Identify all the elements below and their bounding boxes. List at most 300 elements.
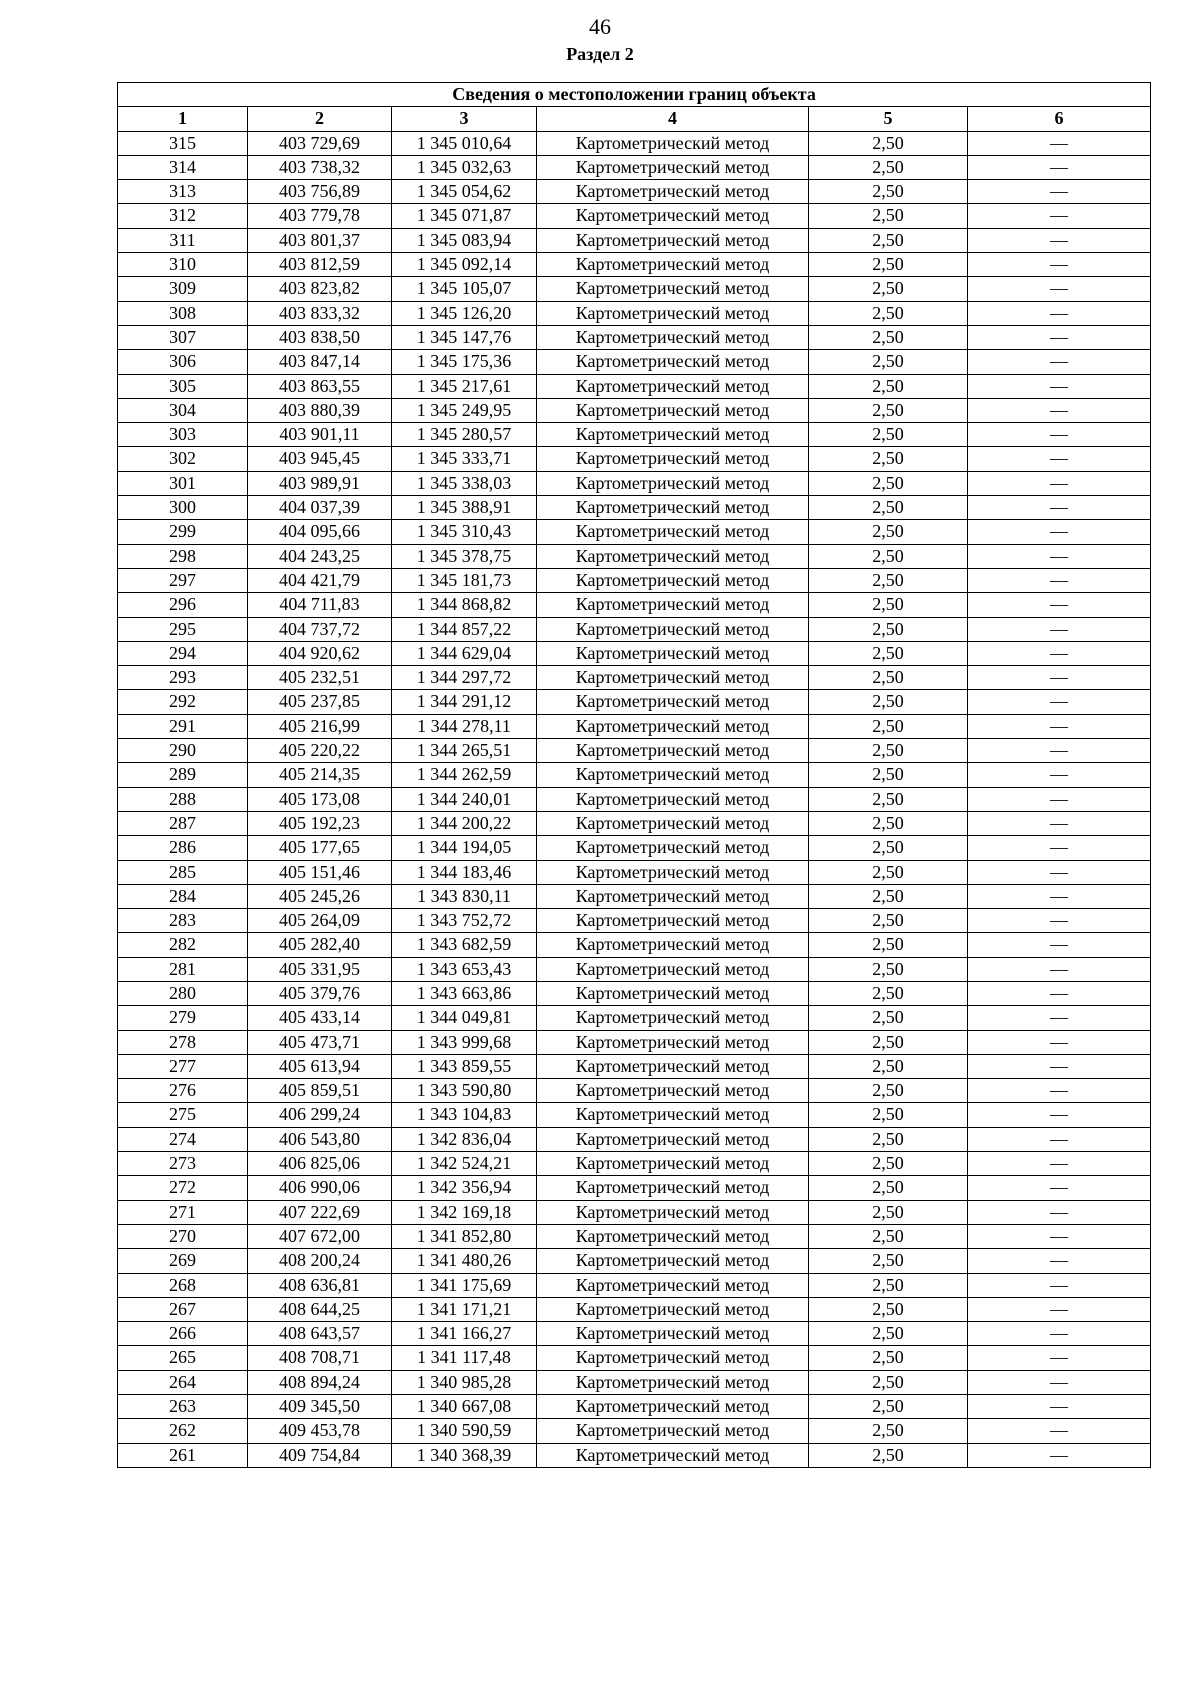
x-coordinate-cell: 405 282,40 <box>248 933 392 957</box>
table-caption-row <box>118 83 1151 107</box>
y-coordinate-cell: 1 344 629,04 <box>392 641 537 665</box>
point-number-cell: 304 <box>118 398 248 422</box>
table-row <box>118 690 1151 714</box>
table-row <box>118 131 1151 155</box>
accuracy-cell: 2,50 <box>809 277 968 301</box>
accuracy-cell: 2,50 <box>809 933 968 957</box>
y-coordinate-cell: 1 344 278,11 <box>392 714 537 738</box>
x-coordinate-cell: 408 200,24 <box>248 1249 392 1273</box>
note-cell: — <box>968 301 1151 325</box>
method-cell: Картометрический метод <box>537 1249 809 1273</box>
accuracy-cell: 2,50 <box>809 1006 968 1030</box>
table-row <box>118 933 1151 957</box>
note-cell: — <box>968 787 1151 811</box>
table-row <box>118 253 1151 277</box>
table-row <box>118 155 1151 179</box>
accuracy-cell: 2,50 <box>809 617 968 641</box>
y-coordinate-cell: 1 345 147,76 <box>392 325 537 349</box>
y-coordinate-cell: 1 345 032,63 <box>392 155 537 179</box>
method-cell: Картометрический метод <box>537 1079 809 1103</box>
accuracy-cell: 2,50 <box>809 714 968 738</box>
y-coordinate-cell: 1 345 083,94 <box>392 228 537 252</box>
table-row <box>118 423 1151 447</box>
x-coordinate-cell: 403 801,37 <box>248 228 392 252</box>
section-title: Раздел 2 <box>566 44 634 64</box>
note-cell: — <box>968 1370 1151 1394</box>
note-cell: — <box>968 1079 1151 1103</box>
method-cell: Картометрический метод <box>537 1103 809 1127</box>
y-coordinate-cell: 1 345 333,71 <box>392 447 537 471</box>
x-coordinate-cell: 403 812,59 <box>248 253 392 277</box>
accuracy-cell: 2,50 <box>809 763 968 787</box>
method-cell: Картометрический метод <box>537 131 809 155</box>
note-cell: — <box>968 180 1151 204</box>
note-cell: — <box>968 593 1151 617</box>
y-coordinate-cell: 1 345 105,07 <box>392 277 537 301</box>
note-cell: — <box>968 1030 1151 1054</box>
x-coordinate-cell: 409 345,50 <box>248 1395 392 1419</box>
accuracy-cell: 2,50 <box>809 836 968 860</box>
table-row <box>118 739 1151 763</box>
method-cell: Картометрический метод <box>537 957 809 981</box>
accuracy-cell: 2,50 <box>809 228 968 252</box>
point-number-cell: 265 <box>118 1346 248 1370</box>
method-cell: Картометрический метод <box>537 544 809 568</box>
x-coordinate-cell: 404 920,62 <box>248 641 392 665</box>
note-cell: — <box>968 374 1151 398</box>
y-coordinate-cell: 1 345 092,14 <box>392 253 537 277</box>
table-row <box>118 1200 1151 1224</box>
method-cell: Картометрический метод <box>537 787 809 811</box>
accuracy-cell: 2,50 <box>809 1395 968 1419</box>
method-cell: Картометрический метод <box>537 1006 809 1030</box>
note-cell: — <box>968 423 1151 447</box>
accuracy-cell: 2,50 <box>809 1346 968 1370</box>
accuracy-cell: 2,50 <box>809 204 968 228</box>
point-number-cell: 262 <box>118 1419 248 1443</box>
accuracy-cell: 2,50 <box>809 1103 968 1127</box>
x-coordinate-cell: 405 173,08 <box>248 787 392 811</box>
x-coordinate-cell: 406 825,06 <box>248 1152 392 1176</box>
point-number-cell: 300 <box>118 496 248 520</box>
note-cell: — <box>968 471 1151 495</box>
table-row <box>118 180 1151 204</box>
column-header: 5 <box>809 107 968 131</box>
x-coordinate-cell: 404 243,25 <box>248 544 392 568</box>
y-coordinate-cell: 1 344 262,59 <box>392 763 537 787</box>
method-cell: Картометрический метод <box>537 1224 809 1248</box>
accuracy-cell: 2,50 <box>809 884 968 908</box>
point-number-cell: 299 <box>118 520 248 544</box>
method-cell: Картометрический метод <box>537 180 809 204</box>
method-cell: Картометрический метод <box>537 374 809 398</box>
note-cell: — <box>968 739 1151 763</box>
x-coordinate-cell: 406 299,24 <box>248 1103 392 1127</box>
accuracy-cell: 2,50 <box>809 1419 968 1443</box>
note-cell: — <box>968 957 1151 981</box>
table-row <box>118 811 1151 835</box>
point-number-cell: 294 <box>118 641 248 665</box>
x-coordinate-cell: 404 737,72 <box>248 617 392 641</box>
method-cell: Картометрический метод <box>537 884 809 908</box>
table-row <box>118 1030 1151 1054</box>
note-cell: — <box>968 496 1151 520</box>
accuracy-cell: 2,50 <box>809 253 968 277</box>
method-cell: Картометрический метод <box>537 763 809 787</box>
accuracy-cell: 2,50 <box>809 301 968 325</box>
x-coordinate-cell: 405 177,65 <box>248 836 392 860</box>
point-number-cell: 272 <box>118 1176 248 1200</box>
x-coordinate-cell: 403 847,14 <box>248 350 392 374</box>
x-coordinate-cell: 403 880,39 <box>248 398 392 422</box>
note-cell: — <box>968 1346 1151 1370</box>
accuracy-cell: 2,50 <box>809 155 968 179</box>
accuracy-cell: 2,50 <box>809 1079 968 1103</box>
point-number-cell: 281 <box>118 957 248 981</box>
point-number-cell: 269 <box>118 1249 248 1273</box>
table-body <box>118 131 1151 1467</box>
accuracy-cell: 2,50 <box>809 1176 968 1200</box>
y-coordinate-cell: 1 343 859,55 <box>392 1054 537 1078</box>
method-cell: Картометрический метод <box>537 520 809 544</box>
point-number-cell: 263 <box>118 1395 248 1419</box>
accuracy-cell: 2,50 <box>809 520 968 544</box>
x-coordinate-cell: 404 095,66 <box>248 520 392 544</box>
point-number-cell: 268 <box>118 1273 248 1297</box>
method-cell: Картометрический метод <box>537 714 809 738</box>
point-number-cell: 290 <box>118 739 248 763</box>
note-cell: — <box>968 836 1151 860</box>
method-cell: Картометрический метод <box>537 447 809 471</box>
point-number-cell: 288 <box>118 787 248 811</box>
accuracy-cell: 2,50 <box>809 787 968 811</box>
method-cell: Картометрический метод <box>537 423 809 447</box>
method-cell: Картометрический метод <box>537 471 809 495</box>
accuracy-cell: 2,50 <box>809 496 968 520</box>
method-cell: Картометрический метод <box>537 641 809 665</box>
x-coordinate-cell: 408 708,71 <box>248 1346 392 1370</box>
note-cell: — <box>968 909 1151 933</box>
note-cell: — <box>968 1054 1151 1078</box>
note-cell: — <box>968 1127 1151 1151</box>
table-row <box>118 1443 1151 1467</box>
x-coordinate-cell: 403 779,78 <box>248 204 392 228</box>
y-coordinate-cell: 1 341 166,27 <box>392 1322 537 1346</box>
table-row <box>118 1176 1151 1200</box>
method-cell: Картометрический метод <box>537 593 809 617</box>
x-coordinate-cell: 405 216,99 <box>248 714 392 738</box>
table-row <box>118 1346 1151 1370</box>
table-row <box>118 374 1151 398</box>
table-row <box>118 1370 1151 1394</box>
note-cell: — <box>968 398 1151 422</box>
method-cell: Картометрический метод <box>537 1030 809 1054</box>
note-cell: — <box>968 155 1151 179</box>
x-coordinate-cell: 407 672,00 <box>248 1224 392 1248</box>
point-number-cell: 267 <box>118 1297 248 1321</box>
x-coordinate-cell: 405 245,26 <box>248 884 392 908</box>
table-row <box>118 1224 1151 1248</box>
note-cell: — <box>968 1297 1151 1321</box>
method-cell: Картометрический метод <box>537 1346 809 1370</box>
method-cell: Картометрический метод <box>537 617 809 641</box>
point-number-cell: 283 <box>118 909 248 933</box>
point-number-cell: 315 <box>118 131 248 155</box>
note-cell: — <box>968 1200 1151 1224</box>
x-coordinate-cell: 405 151,46 <box>248 860 392 884</box>
accuracy-cell: 2,50 <box>809 350 968 374</box>
point-number-cell: 276 <box>118 1079 248 1103</box>
table-row <box>118 1054 1151 1078</box>
column-header: 6 <box>968 107 1151 131</box>
method-cell: Картометрический метод <box>537 568 809 592</box>
y-coordinate-cell: 1 343 663,86 <box>392 981 537 1005</box>
table-row <box>118 350 1151 374</box>
table-row <box>118 398 1151 422</box>
accuracy-cell: 2,50 <box>809 666 968 690</box>
table-row <box>118 1006 1151 1030</box>
table-row <box>118 1273 1151 1297</box>
x-coordinate-cell: 405 859,51 <box>248 1079 392 1103</box>
point-number-cell: 274 <box>118 1127 248 1151</box>
note-cell: — <box>968 228 1151 252</box>
accuracy-cell: 2,50 <box>809 641 968 665</box>
x-coordinate-cell: 403 863,55 <box>248 374 392 398</box>
method-cell: Картометрический метод <box>537 1176 809 1200</box>
x-coordinate-cell: 403 989,91 <box>248 471 392 495</box>
point-number-cell: 279 <box>118 1006 248 1030</box>
y-coordinate-cell: 1 342 836,04 <box>392 1127 537 1151</box>
note-cell: — <box>968 981 1151 1005</box>
note-cell: — <box>968 1224 1151 1248</box>
y-coordinate-cell: 1 342 356,94 <box>392 1176 537 1200</box>
y-coordinate-cell: 1 343 590,80 <box>392 1079 537 1103</box>
x-coordinate-cell: 406 543,80 <box>248 1127 392 1151</box>
table-row <box>118 763 1151 787</box>
column-header: 1 <box>118 107 248 131</box>
method-cell: Картометрический метод <box>537 228 809 252</box>
y-coordinate-cell: 1 343 653,43 <box>392 957 537 981</box>
x-coordinate-cell: 405 264,09 <box>248 909 392 933</box>
accuracy-cell: 2,50 <box>809 1297 968 1321</box>
method-cell: Картометрический метод <box>537 204 809 228</box>
method-cell: Картометрический метод <box>537 933 809 957</box>
y-coordinate-cell: 1 343 830,11 <box>392 884 537 908</box>
note-cell: — <box>968 350 1151 374</box>
method-cell: Картометрический метод <box>537 1127 809 1151</box>
y-coordinate-cell: 1 344 265,51 <box>392 739 537 763</box>
table-row <box>118 641 1151 665</box>
accuracy-cell: 2,50 <box>809 860 968 884</box>
y-coordinate-cell: 1 342 524,21 <box>392 1152 537 1176</box>
note-cell: — <box>968 763 1151 787</box>
point-number-cell: 310 <box>118 253 248 277</box>
table-row <box>118 981 1151 1005</box>
x-coordinate-cell: 403 823,82 <box>248 277 392 301</box>
method-cell: Картометрический метод <box>537 1273 809 1297</box>
y-coordinate-cell: 1 343 104,83 <box>392 1103 537 1127</box>
accuracy-cell: 2,50 <box>809 374 968 398</box>
x-coordinate-cell: 408 636,81 <box>248 1273 392 1297</box>
x-coordinate-cell: 404 037,39 <box>248 496 392 520</box>
x-coordinate-cell: 408 894,24 <box>248 1370 392 1394</box>
note-cell: — <box>968 641 1151 665</box>
method-cell: Картометрический метод <box>537 1054 809 1078</box>
accuracy-cell: 2,50 <box>809 1370 968 1394</box>
point-number-cell: 314 <box>118 155 248 179</box>
y-coordinate-cell: 1 345 249,95 <box>392 398 537 422</box>
accuracy-cell: 2,50 <box>809 325 968 349</box>
method-cell: Картометрический метод <box>537 1200 809 1224</box>
y-coordinate-cell: 1 345 126,20 <box>392 301 537 325</box>
column-header: 4 <box>537 107 809 131</box>
point-number-cell: 308 <box>118 301 248 325</box>
accuracy-cell: 2,50 <box>809 811 968 835</box>
point-number-cell: 298 <box>118 544 248 568</box>
table-row <box>118 1103 1151 1127</box>
method-cell: Картометрический метод <box>537 1322 809 1346</box>
method-cell: Картометрический метод <box>537 909 809 933</box>
method-cell: Картометрический метод <box>537 1370 809 1394</box>
point-number-cell: 296 <box>118 593 248 617</box>
note-cell: — <box>968 1443 1151 1467</box>
accuracy-cell: 2,50 <box>809 690 968 714</box>
x-coordinate-cell: 403 729,69 <box>248 131 392 155</box>
method-cell: Картометрический метод <box>537 836 809 860</box>
table-row <box>118 447 1151 471</box>
point-number-cell: 312 <box>118 204 248 228</box>
point-number-cell: 270 <box>118 1224 248 1248</box>
y-coordinate-cell: 1 341 852,80 <box>392 1224 537 1248</box>
point-number-cell: 280 <box>118 981 248 1005</box>
x-coordinate-cell: 403 945,45 <box>248 447 392 471</box>
table-row <box>118 836 1151 860</box>
note-cell: — <box>968 1152 1151 1176</box>
y-coordinate-cell: 1 341 480,26 <box>392 1249 537 1273</box>
x-coordinate-cell: 405 232,51 <box>248 666 392 690</box>
point-number-cell: 309 <box>118 277 248 301</box>
method-cell: Картометрический метод <box>537 301 809 325</box>
note-cell: — <box>968 690 1151 714</box>
y-coordinate-cell: 1 341 175,69 <box>392 1273 537 1297</box>
note-cell: — <box>968 1103 1151 1127</box>
note-cell: — <box>968 277 1151 301</box>
method-cell: Картометрический метод <box>537 666 809 690</box>
y-coordinate-cell: 1 345 388,91 <box>392 496 537 520</box>
table-row <box>118 957 1151 981</box>
note-cell: — <box>968 447 1151 471</box>
table-row <box>118 228 1151 252</box>
y-coordinate-cell: 1 344 868,82 <box>392 593 537 617</box>
table-row <box>118 617 1151 641</box>
accuracy-cell: 2,50 <box>809 593 968 617</box>
column-header: 2 <box>248 107 392 131</box>
y-coordinate-cell: 1 344 200,22 <box>392 811 537 835</box>
note-cell: — <box>968 714 1151 738</box>
note-cell: — <box>968 544 1151 568</box>
x-coordinate-cell: 403 901,11 <box>248 423 392 447</box>
note-cell: — <box>968 1322 1151 1346</box>
table-row <box>118 471 1151 495</box>
y-coordinate-cell: 1 340 590,59 <box>392 1419 537 1443</box>
x-coordinate-cell: 405 473,71 <box>248 1030 392 1054</box>
table-row <box>118 301 1151 325</box>
table-row <box>118 909 1151 933</box>
note-cell: — <box>968 1273 1151 1297</box>
y-coordinate-cell: 1 341 171,21 <box>392 1297 537 1321</box>
accuracy-cell: 2,50 <box>809 1322 968 1346</box>
accuracy-cell: 2,50 <box>809 1273 968 1297</box>
y-coordinate-cell: 1 345 181,73 <box>392 568 537 592</box>
accuracy-cell: 2,50 <box>809 398 968 422</box>
point-number-cell: 275 <box>118 1103 248 1127</box>
method-cell: Картометрический метод <box>537 1152 809 1176</box>
accuracy-cell: 2,50 <box>809 1443 968 1467</box>
point-number-cell: 297 <box>118 568 248 592</box>
table-row <box>118 714 1151 738</box>
method-cell: Картометрический метод <box>537 496 809 520</box>
method-cell: Картометрический метод <box>537 1395 809 1419</box>
x-coordinate-cell: 405 237,85 <box>248 690 392 714</box>
table-header-row <box>118 107 1151 131</box>
table-row <box>118 1395 1151 1419</box>
x-coordinate-cell: 407 222,69 <box>248 1200 392 1224</box>
accuracy-cell: 2,50 <box>809 544 968 568</box>
note-cell: — <box>968 325 1151 349</box>
y-coordinate-cell: 1 345 378,75 <box>392 544 537 568</box>
method-cell: Картометрический метод <box>537 277 809 301</box>
accuracy-cell: 2,50 <box>809 180 968 204</box>
table-row <box>118 1322 1151 1346</box>
point-number-cell: 293 <box>118 666 248 690</box>
y-coordinate-cell: 1 343 682,59 <box>392 933 537 957</box>
note-cell: — <box>968 520 1151 544</box>
table-row <box>118 568 1151 592</box>
note-cell: — <box>968 253 1151 277</box>
method-cell: Картометрический метод <box>537 1297 809 1321</box>
accuracy-cell: 2,50 <box>809 1200 968 1224</box>
table-row <box>118 520 1151 544</box>
point-number-cell: 261 <box>118 1443 248 1467</box>
table-row <box>118 277 1151 301</box>
boundary-table <box>117 82 1151 1468</box>
x-coordinate-cell: 405 214,35 <box>248 763 392 787</box>
point-number-cell: 277 <box>118 1054 248 1078</box>
accuracy-cell: 2,50 <box>809 1030 968 1054</box>
point-number-cell: 301 <box>118 471 248 495</box>
y-coordinate-cell: 1 343 752,72 <box>392 909 537 933</box>
y-coordinate-cell: 1 345 010,64 <box>392 131 537 155</box>
table-row <box>118 860 1151 884</box>
accuracy-cell: 2,50 <box>809 909 968 933</box>
y-coordinate-cell: 1 343 999,68 <box>392 1030 537 1054</box>
page-number: 46 <box>589 14 611 39</box>
y-coordinate-cell: 1 344 291,12 <box>392 690 537 714</box>
point-number-cell: 282 <box>118 933 248 957</box>
accuracy-cell: 2,50 <box>809 1054 968 1078</box>
note-cell: — <box>968 1395 1151 1419</box>
x-coordinate-cell: 406 990,06 <box>248 1176 392 1200</box>
x-coordinate-cell: 408 643,57 <box>248 1322 392 1346</box>
point-number-cell: 285 <box>118 860 248 884</box>
x-coordinate-cell: 405 613,94 <box>248 1054 392 1078</box>
point-number-cell: 264 <box>118 1370 248 1394</box>
x-coordinate-cell: 409 453,78 <box>248 1419 392 1443</box>
method-cell: Картометрический метод <box>537 350 809 374</box>
point-number-cell: 306 <box>118 350 248 374</box>
x-coordinate-cell: 404 711,83 <box>248 593 392 617</box>
point-number-cell: 311 <box>118 228 248 252</box>
